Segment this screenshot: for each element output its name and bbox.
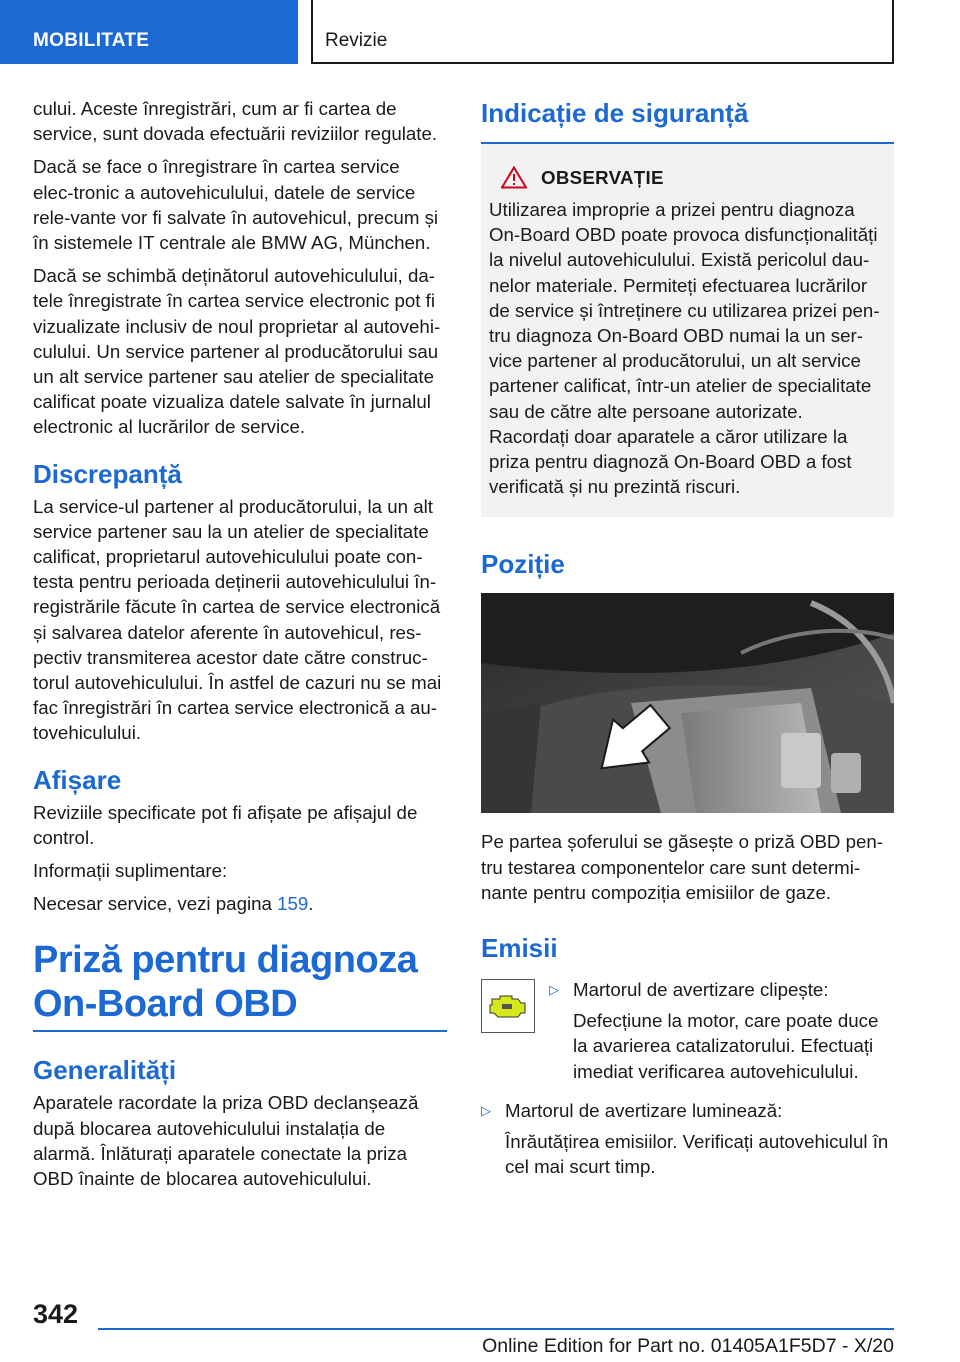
list-item-detail: Defecțiune la motor, care poate duce la avarierea catalizatorului. Efectuați imediat verificarea autovehiculului. bbox=[573, 1010, 879, 1082]
notice-box bbox=[481, 144, 894, 517]
list-item bbox=[481, 1098, 894, 1123]
paragraph: cului. Aceste înregistrări, cum ar fi cartea de service, sunt dovada efectuării reviziilor regulate. bbox=[33, 98, 438, 145]
paragraph: Pe partea șoferului se găsește o priză OBD pen‐tru testarea componentelor care sunt determi‐nante pentru compoziția emisiilor de gaze. bbox=[481, 831, 884, 903]
paragraph: Informații suplimentare: bbox=[33, 860, 228, 882]
paragraph: La service-ul partener al producătorului, la un alt service partener sau la un atelier de specialitate calificat, proprietarul autovehiculului poate con‐testa pentru perioada deținerii autovehiculului în‐registrările făcute în cartea de service electronică și salvarea datelor aferente în autovehicul, res‐pectiv transmiterea acestor date către construc‐torul autovehiculului. În astfel de cazuri nu se mai fac înregistrări în cartea service electronică a au‐tovehiculului. bbox=[33, 495, 442, 744]
ref-text: Necesar service, vezi pagina bbox=[33, 893, 278, 915]
heading-siguranta: Indicație de siguranță bbox=[481, 98, 749, 128]
page-number: 342 bbox=[33, 1299, 79, 1329]
warning-triangle-icon bbox=[501, 166, 527, 189]
page-link[interactable]: 159 bbox=[277, 893, 309, 915]
footer-edition: Online Edition for Part no. 01405A1F5D7 - X/20 bbox=[482, 1335, 894, 1357]
header-section-label: MOBILITATE bbox=[33, 30, 150, 51]
paragraph: Reviziile specificate pot fi afișate pe afișajul de control. bbox=[33, 801, 418, 848]
notice-title bbox=[501, 166, 886, 189]
paragraph: Aparatele racordate la priza OBD declanșează după blocarea autovehiculului instalația de alarmă. Înlăturați aparatele conectate la priza OBD înainte de blocarea autovehiculului. bbox=[33, 1092, 419, 1190]
car-interior-illustration bbox=[481, 593, 894, 813]
list-item-text: Martorul de avertizare clipește: bbox=[573, 979, 829, 1001]
header-topic-tab bbox=[311, 0, 894, 64]
list-item-detail: Înrăutățirea emisiilor. Verificați autovehiculul în cel mai scurt timp. bbox=[505, 1131, 889, 1178]
right-column bbox=[481, 96, 894, 1179]
left-column bbox=[33, 96, 445, 1199]
heading-discrepanta: Discrepanță bbox=[33, 458, 182, 489]
heading-afisare: Afișare bbox=[33, 764, 122, 795]
chapter-rule bbox=[33, 1030, 447, 1032]
chapter-title: Priză pentru diagnoza On-Board OBD bbox=[33, 939, 418, 1026]
paragraph: Dacă se schimbă deținătorul autovehiculului, da‐tele înregistrate în cartea service electronic pot fi vizualizate inclusiv de noul proprietar al autovehi‐culului. Un service partener al producătorului sau un alt service partener sau atelier de specialitate calificat poate vizualiza datele salvate în jurnalul electronic al lucrărilor de service. bbox=[33, 265, 441, 438]
heading-emisii: Emisii bbox=[481, 933, 558, 964]
paragraph-page-ref bbox=[33, 891, 445, 916]
obd-location-photo bbox=[481, 593, 894, 813]
header-section-tab bbox=[0, 0, 298, 64]
check-engine-icon bbox=[481, 979, 535, 1033]
emission-indicator-list bbox=[549, 977, 894, 1084]
header-topic-label: Revizie bbox=[325, 30, 388, 51]
emission-block bbox=[481, 977, 894, 1084]
notice-body: Utilizarea improprie a prizei pentru diagnoza On-Board OBD poate provoca disfuncționalități la nivelul autovehiculului. Există pericolul dau‐nelor materiale. Permiteți efectuarea lucrărilor de service și întreținere cu utilizarea prizei pen‐tru diagnoza On-Board OBD numai la un ser‐vice partener al producătorului, un alt service partener calificat, într-un atelier de specialitate sau de către alte persoane autorizate. Racordați doar aparatele a căror utilizare la priza pentru diagnoză On-Board OBD a fost verificată și nu prezintă riscuri. bbox=[489, 199, 880, 498]
triangle-bullet-icon: ▷ bbox=[549, 982, 559, 998]
notice-title-text: OBSERVAȚIE bbox=[541, 166, 664, 188]
list-item bbox=[549, 977, 894, 1002]
heading-pozitie: Poziție bbox=[481, 549, 565, 580]
ref-end: . bbox=[308, 893, 314, 915]
emission-block-2 bbox=[481, 1098, 894, 1180]
list-item-text: Martorul de avertizare luminează: bbox=[505, 1099, 783, 1121]
paragraph: Dacă se face o înregistrare în cartea service elec‐tronic a autovehiculului, datele de service rele‐vante vor fi salvate în autovehicul, precum și în sistemele IT centrale ale BMW AG, München. bbox=[33, 156, 439, 254]
footer-rule bbox=[98, 1328, 894, 1330]
heading-generalitati: Generalități bbox=[33, 1055, 177, 1086]
triangle-bullet-icon: ▷ bbox=[481, 1102, 491, 1118]
